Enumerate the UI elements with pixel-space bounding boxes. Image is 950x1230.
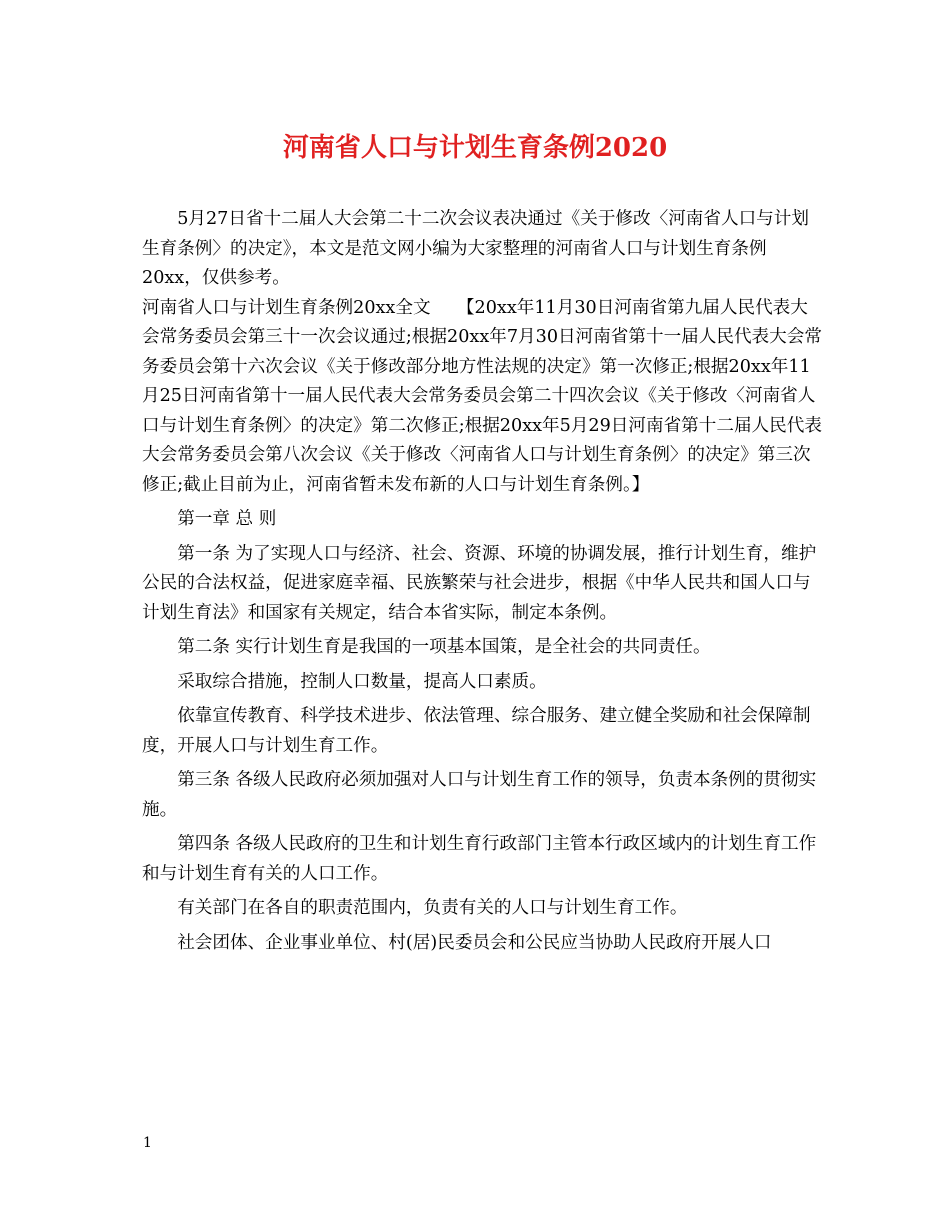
paragraph-intro: 5月27日省十二届人大会第二十二次会议表决通过《关于修改〈河南省人口与计划生育条例〉的决定》，本文是范文网小编为大家整理的河南省人口与计划生育条例20xx，仅供参考。 — [142, 209, 809, 288]
article-2-clause-2: 采取综合措施，控制人口数量，提高人口素质。 — [177, 671, 547, 692]
article-1: 第一条 为了实现人口与经济、社会、资源、环境的协调发展，推行计划生育，维护公民的合法权益，促进家庭幸福、民族繁荣与社会进步，根据《中华人民共和国人口与计划生育法》和国家有关规定，结合本省实际，制定本条例。 — [142, 543, 817, 623]
paragraph-history-note: 河南省人口与计划生育条例20xx全文 【20xx年11月30日河南省第九届人民代表大会常务委员会第三十一次会议通过;根据20xx年7月30日河南省第十一届人民代表大会常务委员会第十六次会议《关于修改部分地方性法规的决定》第一次修正;根据20xx年11月25日河南省第十一届人民代表大会常务委员会第二十四次会议《关于修改〈河南省人口与计划生育条例〉的决定》第二次修正;根据20xx年5月29日河南省第十二届人民代表大会常务委员会第八次会议《关于修改〈河南省人口与计划生育条例〉的决定》第三次修正;截止目前为止，河南省暂未发布新的人口与计划生育条例。】 — [142, 297, 822, 495]
article-4-clause-3: 社会团体、企业事业单位、村(居)民委员会和公民应当协助人民政府开展人口 — [177, 932, 772, 953]
chapter-heading: 第一章 总 则 — [177, 509, 277, 529]
document-title: 河南省人口与计划生育条例2020 — [282, 133, 668, 163]
page-number: 1 — [143, 1135, 152, 1151]
article-4-clause-2: 有关部门在各自的职责范围内，负责有关的人口与计划生育工作。 — [177, 898, 688, 918]
article-3: 第三条 各级人民政府必须加强对人口与计划生育工作的领导，负责本条例的贯彻实施。 — [142, 770, 817, 820]
article-2-clause-3: 依靠宣传教育、科学技术进步、依法管理、综合服务、建立健全奖励和社会保障制度，开展人口与计划生育工作。 — [142, 706, 811, 756]
article-4: 第四条 各级人民政府的卫生和计划生育行政部门主管本行政区域内的计划生育工作和与计划生育有关的人口工作。 — [142, 834, 817, 884]
document-body — [142, 205, 824, 958]
article-2: 第二条 实行计划生育是我国的一项基本国策，是全社会的共同责任。 — [177, 637, 711, 657]
